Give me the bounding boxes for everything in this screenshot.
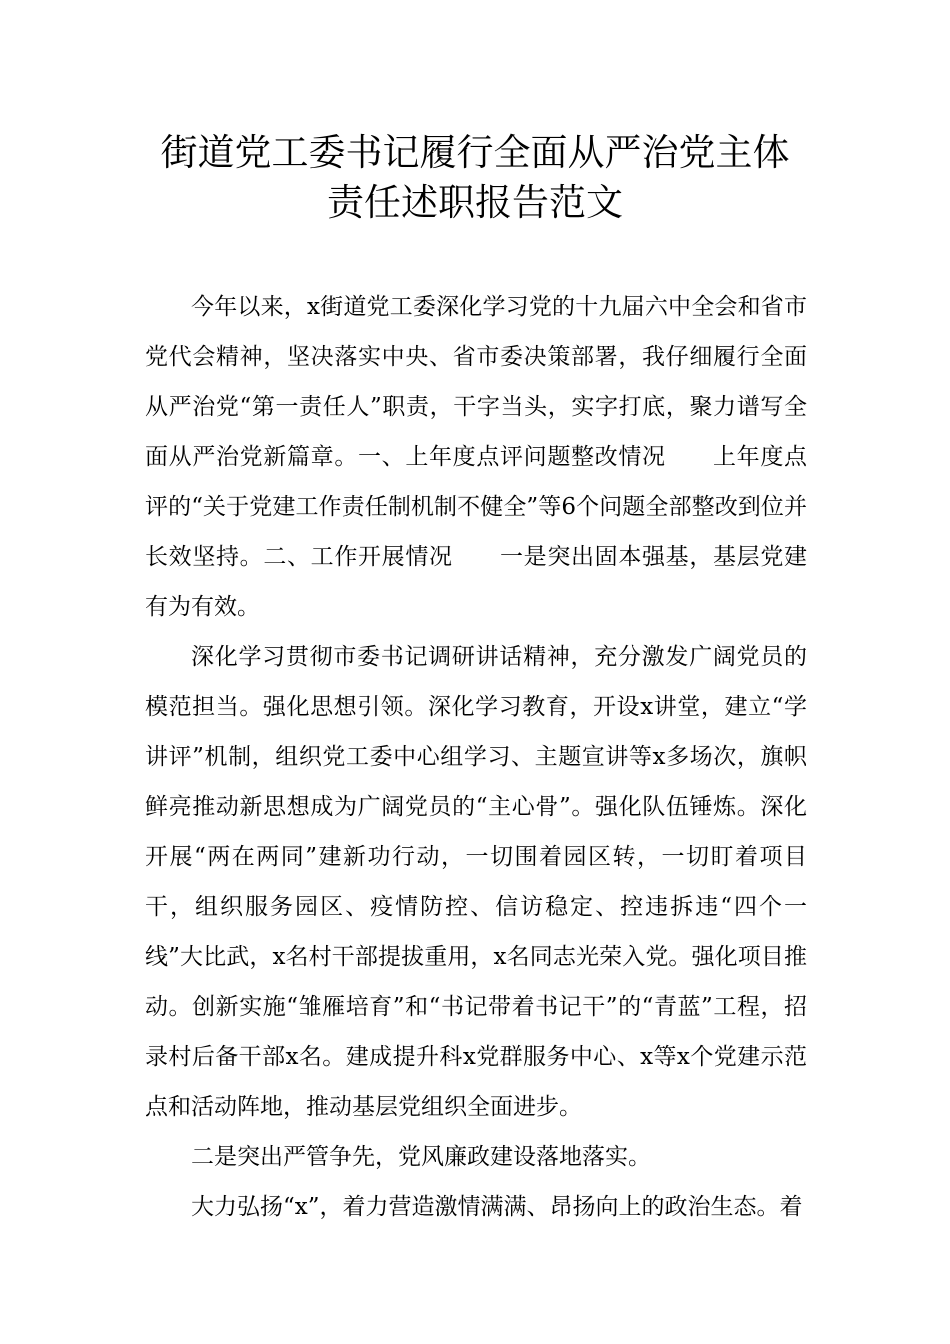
paragraph-3: 二是突出严管争先，党风廉政建设落地落实。 [191, 1144, 651, 1170]
paragraph-4: 大力弘扬“x”，着力营造激情满满、昂扬向上的政治生态。着 [191, 1194, 803, 1220]
paragraph-1: 今年以来，x街道党工委深化学习党的十九届六中全会和省市党代会精神，坚决落实中央、省市委决策部署，我仔细履行全面从严治党“第一责任人”职责，干字当头，实字打底，聚力谱写全面从严治党新篇章。一、上年度点评问题整改情况 上年度点评的“关于党建工作责任制机制不健全”等6个问题全部整改到位并长效坚持。二、工作开展情况 一是突出固本强基，基层党建有为有效。 [145, 294, 807, 620]
title-line-2: 责任述职报告范文 [327, 181, 623, 224]
document-body [145, 282, 807, 1232]
document-title [120, 128, 830, 228]
paragraph-2: 深化学习贯彻市委书记调研讲话精神，充分激发广阔党员的模范担当。强化思想引领。深化学习教育，开设x讲堂，建立“学讲评”机制，组织党工委中心组学习、主题宣讲等x多场次，旗帜鲜亮推动新思想成为广阔党员的“主心骨”。强化队伍锤炼。深化开展“两在两同”建新功行动，一切围着园区转，一切盯着项目干，组织服务园区、疫情防控、信访稳定、控违拆违“四个一线”大比武，x名村干部提拔重用，x名同志光荣入党。强化项目推动。创新实施“雏雁培育”和“书记带着书记干”的“青蓝”工程，招录村后备干部x名。建成提升科x党群服务中心、x等x个党建示范点和活动阵地，推动基层党组织全面进步。 [145, 644, 807, 1120]
title-line-1: 街道党工委书记履行全面从严治党主体 [160, 131, 790, 174]
